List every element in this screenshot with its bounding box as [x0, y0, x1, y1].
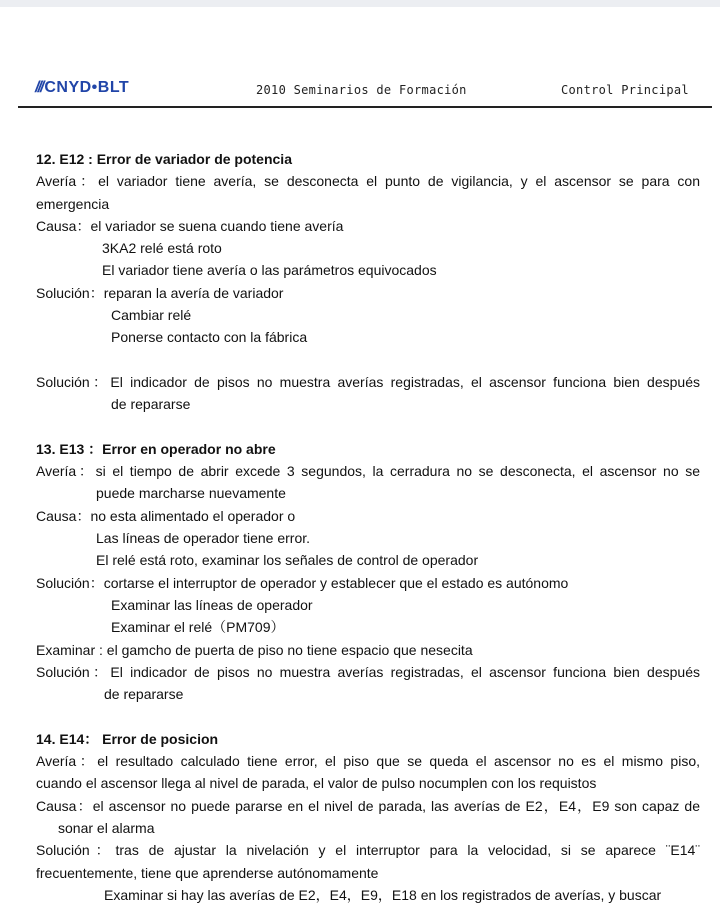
- solucion-line: Ponerse contacto con la fábrica: [111, 329, 308, 346]
- causa-line: 3KA2 relé está roto: [102, 240, 222, 257]
- averia-line: Avería：el variador tiene avería, se desconecta el punto de vigilancia, y el ascensor se para con: [36, 173, 700, 190]
- causa-line: Causa：no esta alimentado el operador o: [36, 507, 296, 524]
- top-strip: [0, 0, 720, 7]
- solucion-line: Solución：cortarse el interruptor de operador y establecer que el estado es autónomo: [36, 574, 569, 591]
- solucion-line: de repararse: [111, 396, 191, 413]
- causa-line: El variador tiene avería o las parámetros equivocados: [102, 262, 437, 279]
- averia-line: Avería：si el tiempo de abrir excede 3 segundos, la cerradura no se desconecta, el ascensor no se: [36, 463, 700, 480]
- header-title: 2010 Seminarios de Formación: [256, 83, 467, 97]
- averia-line: Avería：el resultado calculado tiene error, el piso que se queda el ascensor no es el mismo piso,: [36, 753, 700, 770]
- page-header: [0, 75, 720, 107]
- header-divider: [18, 106, 712, 108]
- company-logo: [35, 79, 129, 97]
- causa-line: Causa：el ascensor no puede pararse en el nivel de parada, las averías de E2，E4，E9 son capaz de: [36, 797, 700, 814]
- solucion-line: Examinar si hay las averías de E2，E4，E9，E18 en los registrados de averías, y buscar: [104, 886, 662, 903]
- causa-line: El relé está roto, examinar los señales de control de operador: [96, 552, 479, 569]
- spacer: [36, 416, 700, 438]
- logo-mark-icon: ///: [35, 79, 43, 96]
- solucion-line: Examinar el relé（PM709）: [111, 619, 285, 636]
- spacer: [36, 349, 700, 371]
- solucion-line: Solución：El indicador de pisos no muestra averías registradas, el ascensor funciona bien después: [36, 663, 700, 680]
- solucion-line: Examinar las líneas de operador: [111, 596, 313, 613]
- solucion-line: Solución：tras de ajustar la nivelación y el interruptor para la velocidad, si se aparece ¨E14¨: [36, 842, 700, 859]
- causa-line: sonar el alarma: [58, 819, 155, 836]
- averia-line: emergencia: [36, 195, 110, 212]
- solucion-line: frecuentemente, tiene que aprenderse autónomamente: [36, 864, 379, 881]
- header-section: Control Principal: [561, 83, 689, 97]
- spacer: [36, 705, 700, 727]
- examinar-line: Examinar : el gamcho de puerta de piso no tiene espacio que nesecita: [36, 641, 473, 658]
- solucion-line: Solución：reparan la avería de variador: [36, 284, 284, 301]
- section-heading-e12: 12. E12 : Error de variador de potencia: [36, 151, 292, 167]
- averia-line: puede marcharse nuevamente: [96, 485, 286, 502]
- document-body: [36, 148, 700, 906]
- section-heading-e13: 13. E13 ：Error en operador no abre: [36, 440, 276, 457]
- solucion-line: Solución：El indicador de pisos no muestra averías registradas, el ascensor funciona bien después: [36, 373, 700, 390]
- section-heading-e14: 14. E14： Error de posicion: [36, 730, 219, 747]
- causa-line: Causa：el variador se suena cuando tiene avería: [36, 217, 344, 234]
- logo-text: CNYD•BLT: [44, 79, 130, 96]
- solucion-line: de repararse: [104, 686, 184, 703]
- causa-line: Las líneas de operador tiene error.: [96, 530, 311, 547]
- averia-line: cuando el ascensor llega al nivel de parada, el valor de pulso nocumplen con los requistos: [36, 775, 597, 792]
- solucion-line: Cambiar relé: [111, 307, 192, 324]
